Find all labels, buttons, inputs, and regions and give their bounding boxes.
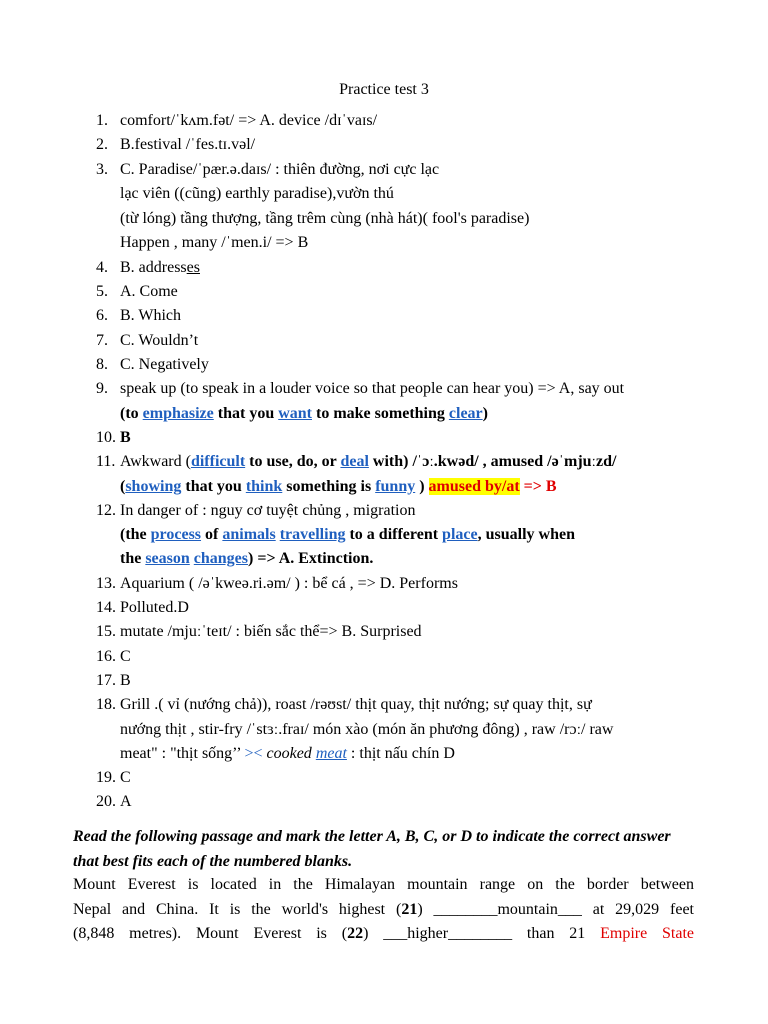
text-run: Nepal and China. It is the world's highest ( bbox=[73, 901, 402, 918]
item-number: 9. bbox=[96, 380, 108, 397]
answer-3-line-4: Happen , many /ˈmen.i/ => B bbox=[120, 234, 309, 251]
answer-1: comfort/ˈkʌm.fət/ => A. device /dɪˈvaɪs/ bbox=[120, 112, 378, 129]
answer-3-line-1: C. Paradise/ˈpær.ə.daɪs/ : thiên đường, nơi cực lạc bbox=[120, 161, 440, 178]
item-number: 10. bbox=[96, 429, 116, 446]
answer-14: Polluted.D bbox=[120, 599, 189, 616]
answer-9-definition bbox=[120, 403, 488, 425]
answer-3-line-3: (từ lóng) tầng thượng, tầng trêm cùng (nhà hát)( fool's paradise) bbox=[120, 210, 530, 227]
text-run: , usually when bbox=[477, 526, 575, 543]
text-run: with) /ˈɔː.kwəd/ , amused /əˈmjuːzd/ bbox=[368, 453, 617, 470]
answer-12-line-3 bbox=[120, 548, 373, 570]
blank-number: 22 bbox=[347, 925, 364, 942]
item-number: 20. bbox=[96, 793, 116, 810]
text-run: ) ___higher________ than 21 bbox=[363, 925, 601, 942]
dictionary-link[interactable]: showing bbox=[125, 478, 182, 495]
item-number: 7. bbox=[96, 332, 108, 349]
answer-11-choice: => B bbox=[519, 478, 557, 495]
highlighted-red-text: Empire State bbox=[600, 925, 694, 942]
answer-5: A. Come bbox=[120, 283, 178, 300]
answer-20: A bbox=[120, 793, 132, 810]
text-run: ) ________mountain___ at 29,029 feet bbox=[417, 901, 695, 918]
text-run: : thịt nấu chín D bbox=[346, 745, 455, 762]
text-run: meat" : "thịt sống’’ bbox=[120, 745, 245, 762]
text-run: that you bbox=[181, 478, 246, 495]
item-number: 1. bbox=[96, 112, 108, 129]
item-number: 19. bbox=[96, 769, 116, 786]
dictionary-link[interactable]: changes bbox=[193, 550, 249, 567]
text-run: something is bbox=[282, 478, 376, 495]
item-number: 13. bbox=[96, 575, 116, 592]
answer-15: mutate /mjuːˈteɪt/ : biến sắc thể=> B. Surprised bbox=[120, 623, 422, 640]
item-number: 4. bbox=[96, 259, 108, 276]
item-number: 14. bbox=[96, 599, 116, 616]
text-run: Awkward ( bbox=[120, 453, 191, 470]
highlighted-phrase: amused by/at bbox=[428, 478, 520, 495]
text-run: to use, do, or bbox=[245, 453, 341, 470]
text-run: (to bbox=[120, 405, 143, 422]
answer-18-line-3 bbox=[120, 743, 455, 765]
text-run: >< bbox=[244, 745, 267, 762]
answer-19: C bbox=[120, 769, 131, 786]
item-number: 12. bbox=[96, 502, 116, 519]
dictionary-link[interactable]: place bbox=[442, 526, 478, 543]
answer-18-line-1: Grill .( vỉ (nướng chả)), roast /rəʊst/ thịt quay, thịt nướng; sự quay thịt, sự bbox=[120, 696, 592, 713]
item-number: 8. bbox=[96, 356, 108, 373]
page-title: Practice test 3 bbox=[339, 81, 429, 98]
item-number: 15. bbox=[96, 623, 116, 640]
answer-8: C. Negatively bbox=[120, 356, 209, 373]
dictionary-link[interactable]: clear bbox=[448, 405, 483, 422]
dictionary-link[interactable]: meat bbox=[315, 745, 347, 762]
dictionary-link[interactable]: process bbox=[150, 526, 202, 543]
answer-12-line-1: In danger of : nguy cơ tuyệt chủng , migration bbox=[120, 502, 416, 519]
dictionary-link[interactable]: difficult bbox=[190, 453, 246, 470]
answer-11-line-1 bbox=[120, 451, 616, 473]
answer-13: Aquarium ( /əˈkweə.ri.əm/ ) : bể cá , => D. Performs bbox=[120, 575, 458, 592]
text-run: ) bbox=[482, 405, 488, 422]
dictionary-link[interactable]: deal bbox=[340, 453, 369, 470]
text-run: of bbox=[201, 526, 223, 543]
text-run: to a different bbox=[345, 526, 443, 543]
answer-7: C. Wouldn’t bbox=[120, 332, 199, 349]
text-run: (the bbox=[120, 526, 151, 543]
text-run: ) => A. Extinction. bbox=[248, 550, 374, 567]
answer-17: B bbox=[120, 672, 131, 689]
answer-11-line-2 bbox=[120, 476, 557, 498]
answer-18-line-2: nướng thịt , stir-fry /ˈstɜː.fraɪ/ món xào (món ăn phương đông) , raw /rɔː/ raw bbox=[120, 721, 614, 738]
answer-6: B. Which bbox=[120, 307, 182, 324]
text-run: ) bbox=[415, 478, 429, 495]
item-number: 16. bbox=[96, 648, 116, 665]
answer-4 bbox=[120, 257, 200, 279]
text-run: (8,848 metres). Mount Everest is ( bbox=[73, 925, 348, 942]
passage-line-2 bbox=[73, 898, 694, 923]
answer-4-text: B. address bbox=[120, 259, 187, 276]
item-number: 11. bbox=[96, 453, 116, 470]
answer-4-underlined-suffix: es bbox=[186, 259, 200, 276]
text-run: to make something bbox=[312, 405, 449, 422]
text-run: that you bbox=[213, 405, 279, 422]
text-run: ( bbox=[120, 478, 126, 495]
answer-9-line-1: speak up (to speak in a louder voice so that people can hear you) => A, say out bbox=[120, 380, 625, 397]
item-number: 3. bbox=[96, 161, 108, 178]
answer-2: B.festival /ˈfes.tɪ.vəl/ bbox=[120, 136, 256, 153]
dictionary-link[interactable]: animals bbox=[222, 526, 276, 543]
answer-10: B bbox=[120, 429, 131, 446]
blank-number: 21 bbox=[401, 901, 418, 918]
item-number: 18. bbox=[96, 696, 116, 713]
passage-line-1: Mount Everest is located in the Himalayan mountain range on the border between bbox=[73, 876, 694, 893]
dictionary-link[interactable]: funny bbox=[375, 478, 416, 495]
dictionary-link[interactable]: want bbox=[278, 405, 312, 422]
passage-instructions: Read the following passage and mark the letter A, B, C, or D to indicate the correct answer that best fits each of the numbered blanks. bbox=[73, 828, 671, 870]
dictionary-link[interactable]: season bbox=[145, 550, 190, 567]
passage-line-3 bbox=[73, 922, 694, 947]
answer-16: C bbox=[120, 648, 131, 665]
answer-12-line-2 bbox=[120, 524, 575, 546]
dictionary-link[interactable]: travelling bbox=[279, 526, 346, 543]
answer-3-line-2: lạc viên ((cũng) earthly paradise),vườn thú bbox=[120, 185, 394, 202]
item-number: 17. bbox=[96, 672, 116, 689]
text-run: the bbox=[120, 550, 146, 567]
item-number: 2. bbox=[96, 136, 108, 153]
dictionary-link[interactable]: emphasize bbox=[142, 405, 214, 422]
text-run: cooked bbox=[266, 745, 316, 762]
dictionary-link[interactable]: think bbox=[245, 478, 283, 495]
item-number: 6. bbox=[96, 307, 108, 324]
item-number: 5. bbox=[96, 283, 108, 300]
